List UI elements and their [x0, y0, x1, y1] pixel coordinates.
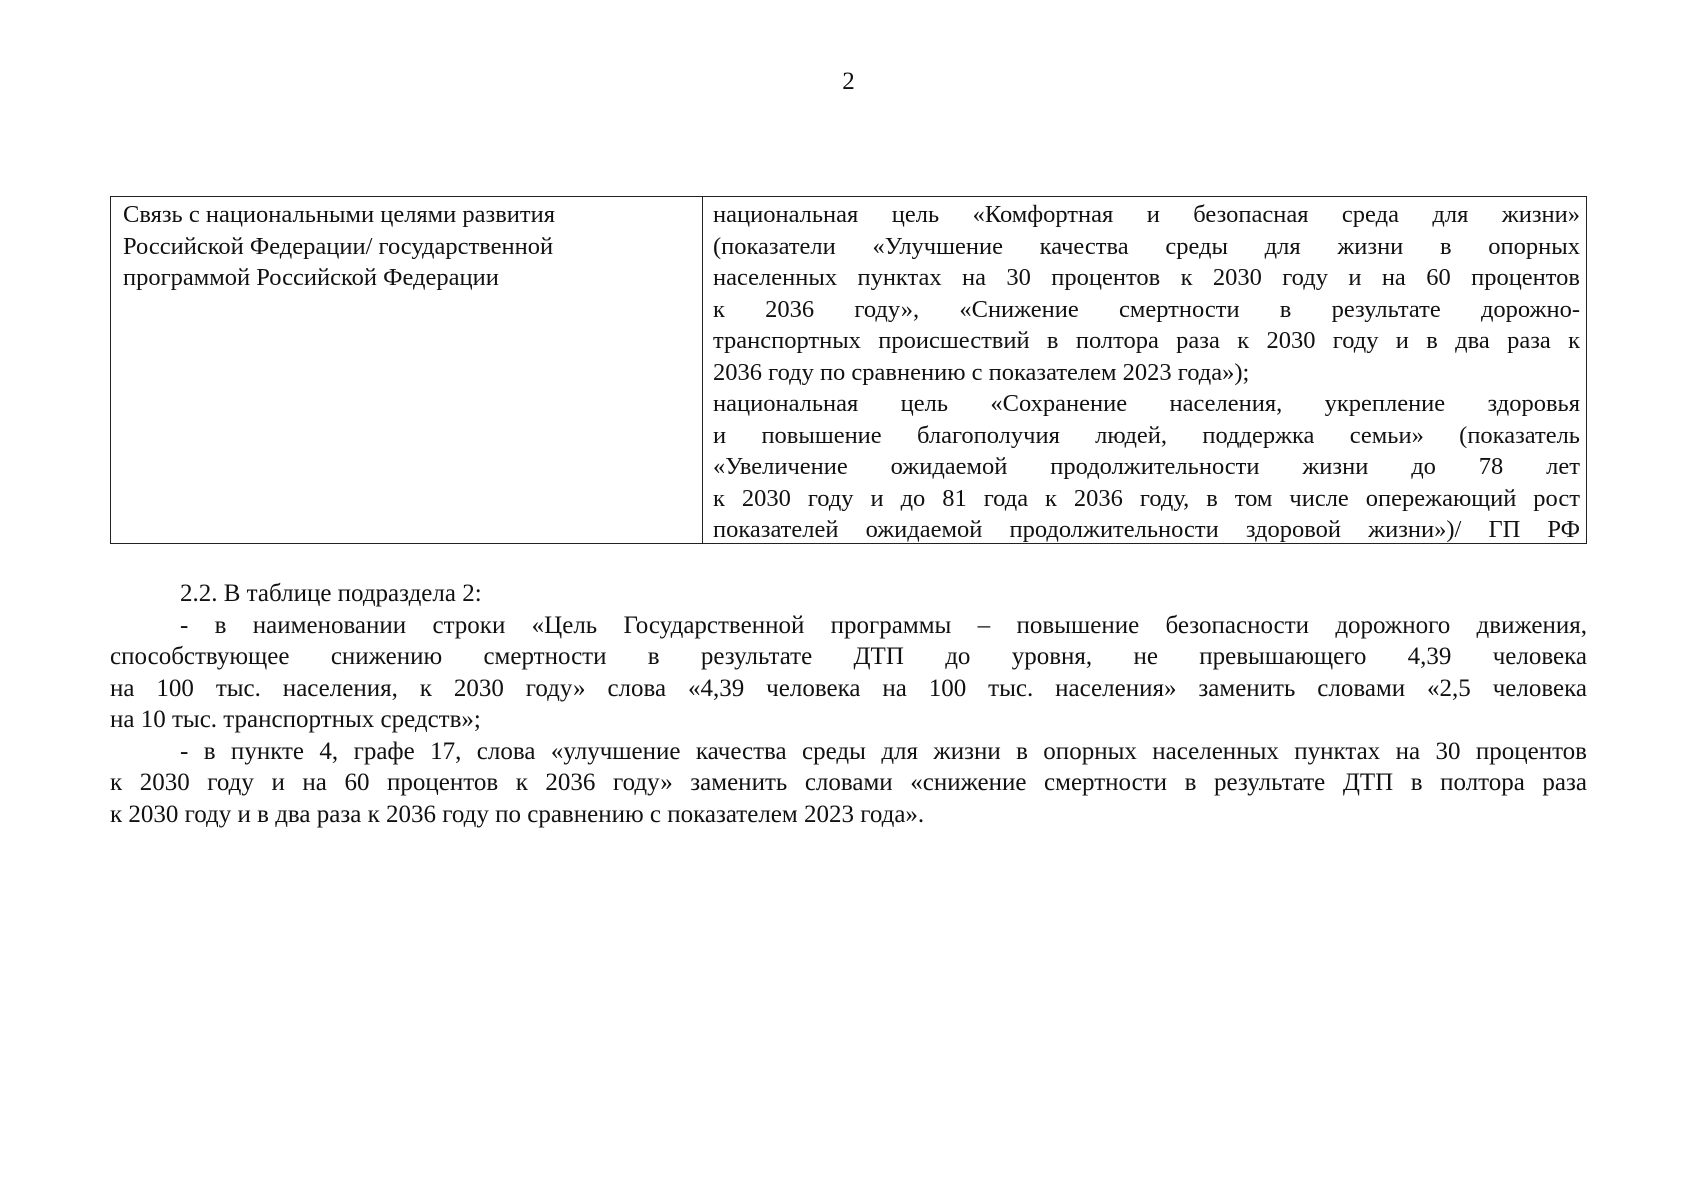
page-number: 2	[842, 68, 855, 95]
paragraph-line: - в пункте 4, графе 17, слова «улучшение качества среды для жизни в опорных населенных пунктах на 30 процентов	[180, 737, 1587, 765]
table-value-line: транспортных происшествий в полтора раза к 2030 году и в два раза к	[713, 327, 1580, 354]
amendment-item-2	[110, 736, 1587, 831]
table-value-line: национальная цель «Сохранение населения, укрепление здоровья	[713, 390, 1580, 417]
table-value-line: показателей ожидаемой продолжительности здоровой жизни»)/ ГП РФ	[713, 516, 1580, 543]
table-value-line: и повышение благополучия людей, поддержка семьи» (показатель	[713, 421, 1580, 449]
paragraph-line: способствующее снижению смертности в результате ДТП до уровня, не превышающего 4,39 человека	[110, 643, 1587, 670]
amendment-text	[110, 578, 1587, 830]
table-value-line: (показатели «Улучшение качества среды для жизни в опорных	[713, 232, 1580, 260]
document-table	[110, 196, 1587, 544]
table-cell-value	[703, 197, 1586, 543]
table-cell-label	[111, 197, 703, 543]
paragraph-line: к 2030 году и на 60 процентов к 2036 году» заменить словами «снижение смертности в результате ДТП в полтора раза	[110, 769, 1587, 796]
paragraph-line: к 2030 году и в два раза к 2036 году по сравнению с показателем 2023 года».	[110, 800, 925, 828]
section-heading: 2.2. В таблице подраздела 2:	[180, 580, 482, 607]
paragraph-line: - в наименовании строки «Цель Государственной программы – повышение безопасности дорожного движения,	[180, 611, 1587, 639]
table-value-line: к 2036 году», «Снижение смертности в результате дорожно-	[713, 295, 1580, 323]
table-value-line: национальная цель «Комфортная и безопасная среда для жизни»	[713, 201, 1580, 228]
paragraph-line: на 10 тыс. транспортных средств»;	[110, 706, 481, 733]
table-label-line: Связь с национальными целями развития	[123, 201, 555, 228]
table-value-line: к 2030 году и до 81 года к 2036 году, в том числе опережающий рост	[713, 484, 1580, 512]
table-label-line: программой Российской Федерации	[123, 264, 499, 291]
table-label-line: Российской Федерации/ государственной	[123, 232, 554, 260]
paragraph-line: на 100 тыс. населения, к 2030 году» слова «4,39 человека на 100 тыс. населения» заменить словами «2,5 человека	[110, 674, 1587, 702]
table-value-line: населенных пунктах на 30 процентов к 2030 году и на 60 процентов	[713, 264, 1580, 291]
table-value-line: 2036 году по сравнению с показателем 2023 года»);	[713, 358, 1250, 386]
amendment-item-1	[110, 610, 1587, 736]
table-value-line: «Увеличение ожидаемой продолжительности жизни до 78 лет	[713, 453, 1580, 480]
